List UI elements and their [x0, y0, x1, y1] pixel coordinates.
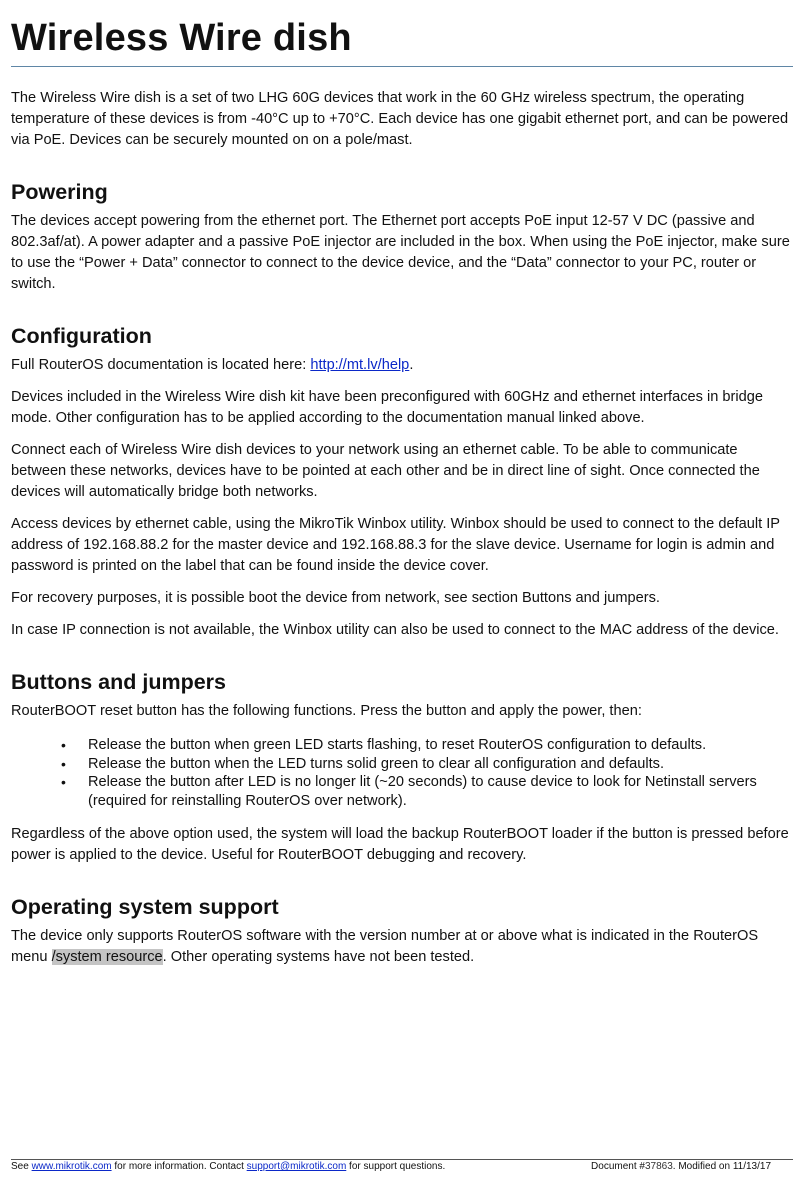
documentation-paragraph — [11, 355, 791, 376]
backup-loader-paragraph: Regardless of the above option used, the system will load the backup RouterBOOT loader if the button is pressed before power is applied to the device. Useful for RouterBOOT debugging and recovery. — [11, 826, 789, 864]
modified-date: . Modified on 11/13/17 — [672, 1161, 771, 1172]
buttons-intro: RouterBOOT reset button has the following functions. Press the button and apply the power, then: — [11, 703, 642, 719]
list-item-text: Release the button when green LED starts flashing, to reset RouterOS configuration to defaults. — [88, 737, 707, 753]
help-link[interactable]: http://mt.lv/help — [310, 357, 410, 373]
footer-mid: for more information. Contact — [111, 1161, 247, 1172]
list-item — [11, 755, 791, 774]
connect-paragraph: Connect each of Wireless Wire dish devices to your network using an ethernet cable. To be able to communicate between these networks, devices have to be pointed at each other and be in direct line of sight. Once connected the devices will automatically bridge both networks. — [11, 442, 760, 500]
footer-divider — [11, 1159, 793, 1160]
list-item-text: Release the button when the LED turns solid green to clear all configuration and defaults. — [88, 755, 665, 772]
powering-paragraph: The devices accept powering from the ethernet port. The Ethernet port accepts PoE input 12-57 V DC (passive and 802.3af/at). A power adapter and a passive PoE injector are included in the box. When using the PoE injector, make sure to use the “Power + Data” connector to connect to the device device, and the “Data” connector to your PC, router or switch. — [11, 213, 790, 292]
os-support-prefix: The device only supports RouterOS software with the version number at or above what is indicated in the RouterOS menu — [11, 928, 759, 966]
bullet-icon: • — [61, 755, 66, 772]
preconfigured-paragraph: Devices included in the Wireless Wire dish kit have been preconfigured with 60GHz and ethernet interfaces in bridge mode. Other configuration has to be applied according to the documentation manual linked above. — [11, 389, 763, 426]
mikrotik-site-link[interactable]: www.mikrotik.com — [31, 1161, 112, 1172]
recovery-paragraph: For recovery purposes, it is possible boot the device from network, see section Buttons and jumpers. — [11, 590, 660, 606]
document-label: Document # — [591, 1161, 645, 1172]
bullet-icon: • — [61, 774, 66, 791]
support-email-link[interactable]: support@mikrotik.com — [246, 1161, 347, 1172]
documentation-suffix: . — [409, 357, 414, 373]
title-divider — [11, 66, 793, 67]
list-item-text: Release the button after LED is no longer lit (~20 seconds) to cause device to look for Netinstall servers (required for reinstalling RouterOS over network). — [88, 774, 757, 809]
section-heading-buttons: Buttons and jumpers — [11, 670, 227, 694]
intro-paragraph: The Wireless Wire dish is a set of two LHG 60G devices that work in the 60 GHz wireless spectrum, the operating temperature of these devices is from -40°C up to +70°C. Each device has one gigabit ethernet port, and can be powered via PoE. Devices can be securely mounted on on a pole/mast. — [11, 90, 789, 148]
document-body — [11, 88, 791, 979]
section-heading-powering: Powering — [11, 180, 108, 204]
reset-options-list — [11, 736, 791, 810]
document-info — [591, 1161, 771, 1173]
footer-end: for support questions. — [346, 1161, 446, 1172]
footer-see: See — [11, 1161, 32, 1172]
documentation-prefix: Full RouterOS documentation is located here: — [11, 357, 311, 373]
mac-paragraph: In case IP connection is not available, the Winbox utility can also be used to connect to the MAC address of the device. — [11, 622, 779, 638]
bullet-icon: • — [61, 737, 66, 753]
system-resource-highlight: /system resource — [51, 949, 163, 966]
os-support-suffix: . Other operating systems have not been tested. — [162, 949, 475, 966]
list-item — [11, 773, 791, 810]
access-paragraph: Access devices by ethernet cable, using the MikroTik Winbox utility. Winbox should be used to connect to the default IP address of 192.168.88.2 for the master device and 192.168.88.3 for the slave device. Username for login is admin and password is printed on the label that can be found inside the device cover. — [11, 516, 780, 574]
page-title: Wireless Wire dish — [11, 17, 352, 59]
section-heading-os-support: Operating system support — [11, 895, 279, 920]
section-heading-configuration: Configuration — [11, 324, 152, 348]
os-support-paragraph — [11, 926, 791, 968]
page-footer — [11, 1161, 771, 1173]
list-item — [11, 736, 791, 755]
document-number: 37863 — [644, 1161, 673, 1172]
